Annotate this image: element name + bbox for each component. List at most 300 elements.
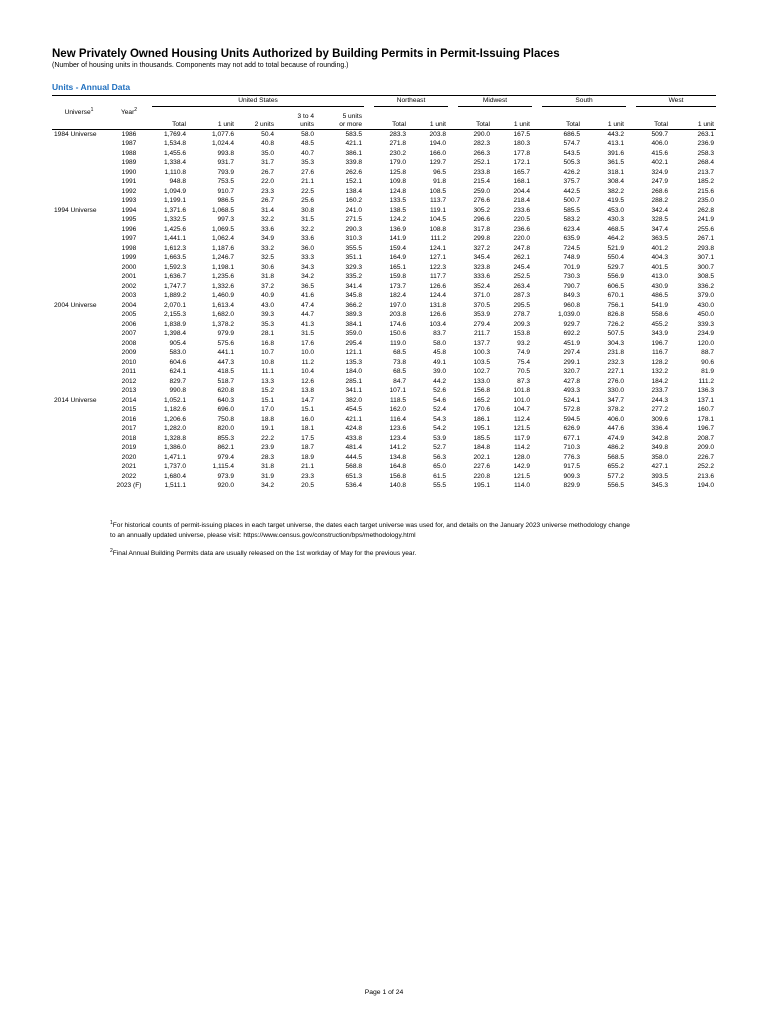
value-cell: 120.0 [697,339,715,347]
value-cell: 1,235.6 [212,273,234,280]
value-cell: 136.3 [697,387,715,394]
table-row [52,234,716,244]
value-cell: 686.5 [563,130,580,138]
value-cell: 558.6 [651,311,669,318]
value-cell: 413.1 [607,140,625,147]
value-cell: 990.8 [169,387,186,394]
value-cell: 23.9 [261,444,274,451]
value-cell: 624.1 [169,368,186,375]
value-cell: 31.8 [261,463,274,470]
value-cell: 1,282.0 [164,425,186,432]
value-cell: 47.4 [301,301,314,309]
value-cell: 960.8 [563,301,580,309]
year-cell: 1993 [121,197,137,204]
value-cell: 2,070.1 [164,301,186,309]
value-cell: 247.9 [651,178,669,185]
value-cell: 849.3 [563,292,580,299]
value-cell: 180.3 [513,140,530,147]
value-cell: 90.6 [701,358,715,366]
section-title: Units - Annual Data [52,82,131,92]
value-cell: 347.7 [607,396,625,404]
value-cell: 931.7 [217,159,234,166]
value-cell: 117.9 [513,434,530,442]
value-cell: 211.7 [473,330,490,337]
value-cell: 993.8 [217,149,234,157]
value-cell: 1,613.4 [212,301,234,309]
column-gap [626,291,636,301]
value-cell: 16.0 [301,415,314,423]
year-cell: 2005 [121,311,137,318]
year-cell: 1997 [121,235,137,242]
value-cell: 244.3 [651,396,669,404]
column-gap [448,481,458,491]
value-cell: 1,062.4 [212,235,234,242]
value-cell: 604.6 [169,358,186,366]
column-gap [364,225,374,235]
value-cell: 17.0 [261,406,274,413]
value-cell: 136.9 [389,225,406,233]
footnote-1-marker: 1 [110,519,113,526]
value-cell: 184.2 [651,377,669,385]
column-gap [364,215,374,225]
value-cell: 58.0 [433,339,446,347]
value-cell: 167.5 [513,130,530,138]
value-cell: 568.8 [345,463,362,470]
value-cell: 121.5 [513,472,530,480]
column-gap [626,253,636,263]
value-cell: 174.6 [389,320,406,328]
value-cell: 213.7 [697,168,715,176]
value-cell: 382.0 [345,396,362,404]
column-gap [626,424,636,434]
value-cell: 352.4 [473,282,490,290]
value-cell: 18.9 [301,453,314,461]
northeast-group-header: Northeast [374,96,448,107]
value-cell: 113.7 [429,197,446,204]
universe-cell [52,215,106,225]
column-gap [626,215,636,225]
column-gap [448,206,458,216]
column-gap [448,339,458,349]
value-cell: 353.9 [473,311,490,318]
value-cell: 295.4 [345,339,362,347]
value-cell: 142.9 [513,463,530,470]
year-cell: 1986 [121,130,137,138]
value-cell: 162.0 [389,406,406,413]
column-gap [626,282,636,292]
value-cell: 500.7 [563,197,580,204]
column-gap [626,168,636,178]
value-cell: 692.2 [563,330,580,337]
value-cell: 235.0 [697,197,715,204]
table-row [52,225,716,235]
footnotes [110,521,630,567]
column-gap [626,415,636,425]
value-cell: 379.0 [697,292,715,299]
table-row [52,177,716,187]
column-gap [448,472,458,482]
column-gap [364,129,374,139]
universe-cell [52,158,106,168]
universe-cell [52,263,106,273]
year-cell: 2003 [121,292,137,299]
universe-cell [52,377,106,387]
value-cell: 83.7 [433,330,446,337]
column-gap [364,472,374,482]
value-cell: 168.1 [513,178,530,185]
value-cell: 1,328.8 [164,434,186,442]
year-cell: 1999 [121,254,137,261]
midwest-group-header: Midwest [458,96,532,107]
column-gap [448,272,458,282]
column-gap [364,424,374,434]
value-cell: 1,094.9 [164,187,186,195]
value-cell: 359.0 [345,330,362,337]
value-cell: 13.8 [301,387,314,394]
column-gap [532,196,542,206]
value-cell: 17.5 [301,434,314,442]
value-cell: 430.9 [651,282,669,290]
value-cell: 18.7 [301,444,314,451]
value-cell: 55.5 [433,482,446,489]
value-cell: 54.6 [433,396,446,404]
year-cell: 2020 [121,453,137,461]
value-cell: 241.0 [345,206,362,214]
table-row [52,215,716,225]
value-cell: 209.3 [513,320,530,328]
value-cell: 382.2 [607,187,625,195]
value-cell: 18.8 [261,415,274,423]
value-cell: 317.8 [473,225,490,233]
value-cell: 196.7 [651,339,669,347]
south-group-header: South [542,96,626,107]
column-header: 1 unit [582,106,626,129]
value-cell: 53.9 [433,434,446,442]
universe-cell [52,187,106,197]
value-cell: 258.3 [697,149,715,157]
value-cell: 31.9 [261,472,274,480]
value-cell: 16.8 [261,339,274,347]
year-cell: 1998 [121,244,137,252]
value-cell: 568.5 [607,453,625,461]
value-cell: 103.4 [429,320,446,328]
table-row [52,481,716,491]
value-cell: 486.5 [651,292,669,299]
value-cell: 12.6 [301,377,314,385]
column-gap [364,377,374,387]
value-cell: 355.5 [345,244,362,252]
value-cell: 45.8 [433,349,446,356]
column-gap [364,158,374,168]
value-cell: 172.1 [513,159,530,166]
value-cell: 194.0 [697,482,715,489]
value-cell: 324.9 [651,168,669,176]
value-cell: 363.5 [651,235,669,242]
value-cell: 454.5 [345,406,362,413]
column-gap [626,367,636,377]
universe-cell [52,225,106,235]
value-cell: 756.1 [607,301,625,309]
column-gap [364,329,374,339]
value-cell: 236.6 [513,225,530,233]
value-cell: 299.8 [473,235,490,242]
column-gap [626,244,636,254]
year-cell: 1990 [121,168,137,176]
value-cell: 323.8 [473,263,490,271]
column-gap [532,301,542,311]
value-cell: 1,680.4 [164,472,186,480]
value-cell: 277.2 [651,406,669,413]
value-cell: 572.8 [563,406,580,413]
value-cell: 979.4 [217,453,234,461]
universe-cell [52,329,106,339]
column-gap [364,348,374,358]
value-cell: 204.4 [513,187,530,195]
value-cell: 419.5 [607,197,625,204]
value-cell: 1,246.7 [212,254,234,261]
table-row [52,329,716,339]
column-gap [532,187,542,197]
value-cell: 481.4 [345,444,362,451]
value-cell: 447.6 [607,425,625,432]
table-row [52,310,716,320]
value-cell: 979.9 [217,330,234,337]
value-cell: 39.0 [433,368,446,375]
value-cell: 37.2 [261,282,274,290]
value-cell: 2,155.3 [164,311,186,318]
value-cell: 505.3 [563,159,580,166]
value-cell: 342.8 [651,434,669,442]
value-cell: 43.0 [261,301,274,309]
value-cell: 393.5 [651,472,669,480]
column-gap [364,310,374,320]
value-cell: 263.1 [697,130,715,138]
universe-cell [52,358,106,368]
column-header: Total [636,106,670,129]
column-gap [532,168,542,178]
value-cell: 173.7 [389,282,406,290]
value-cell: 232.3 [607,358,625,366]
value-cell: 252.1 [473,159,490,166]
column-gap [626,206,636,216]
value-cell: 184.8 [473,444,490,451]
column-gap [626,339,636,349]
value-cell: 185.5 [473,434,490,442]
column-gap [448,177,458,187]
value-cell: 464.2 [607,235,625,242]
value-cell: 1,115.4 [212,463,234,470]
year-cell: 2010 [121,358,137,366]
value-cell: 308.5 [697,273,715,280]
column-gap [626,234,636,244]
value-cell: 39.3 [261,311,274,318]
value-cell: 1,187.6 [212,244,234,252]
value-cell: 421.1 [345,140,362,147]
value-cell: 48.5 [301,140,314,147]
column-header: Total [458,106,492,129]
value-cell: 335.2 [345,273,362,280]
value-cell: 28.1 [261,330,274,337]
value-cell: 329.3 [345,263,362,271]
value-cell: 70.5 [517,368,530,375]
year-cell: 2014 [121,396,137,404]
year-cell: 2007 [121,330,137,337]
value-cell: 293.8 [697,244,715,252]
universe-header [52,96,106,130]
column-gap [532,339,542,349]
table-row [52,139,716,149]
value-cell: 349.8 [651,444,669,451]
value-cell: 44.2 [433,377,446,385]
universe-cell [52,320,106,330]
value-cell: 1,024.4 [212,140,234,147]
value-cell: 451.9 [563,339,580,347]
value-cell: 123.6 [389,425,406,432]
column-gap [532,481,542,491]
value-cell: 156.8 [473,387,490,394]
value-cell: 541.9 [651,301,669,309]
value-cell: 790.7 [563,282,580,290]
footnote-2-text: Final Annual Building Permits data are usually released on the 1st workday of May for the previous year. [112,550,417,557]
value-cell: 124.4 [429,292,446,299]
column-gap [448,424,458,434]
value-cell: 406.0 [607,415,625,423]
universe-cell [52,253,106,263]
column-gap [364,149,374,159]
table-row [52,158,716,168]
column-gap [532,386,542,396]
column-gap [448,282,458,292]
value-cell: 753.5 [217,178,234,185]
column-header: 1 unit [188,106,236,129]
value-cell: 574.7 [563,140,580,147]
value-cell: 23.3 [301,472,314,480]
column-gap [626,320,636,330]
value-cell: 226.7 [697,453,715,461]
value-cell: 1,769.4 [164,130,186,138]
value-cell: 10.8 [261,358,274,366]
value-cell: 197.0 [389,301,406,309]
value-cell: 389.3 [345,311,362,318]
value-cell: 34.2 [261,482,274,489]
column-gap [626,386,636,396]
value-cell: 68.5 [393,368,406,375]
value-cell: 41.6 [301,292,314,299]
value-cell: 26.7 [261,168,274,176]
value-cell: 905.4 [169,339,186,347]
value-cell: 1,838.9 [164,320,186,328]
table-row [52,168,716,178]
value-cell: 366.2 [345,301,362,309]
value-cell: 550.4 [607,254,625,261]
value-cell: 635.9 [563,235,580,242]
value-cell: 153.8 [513,330,530,337]
table-row [52,415,716,425]
table-row [52,386,716,396]
value-cell: 84.7 [393,377,406,385]
value-cell: 31.5 [301,330,314,337]
column-gap [532,424,542,434]
value-cell: 279.4 [473,320,490,328]
value-cell: 179.0 [389,159,406,166]
universe-cell [52,282,106,292]
value-cell: 1,737.0 [164,463,186,470]
column-gap [364,272,374,282]
value-cell: 455.2 [651,320,669,328]
table-row [52,282,716,292]
column-gap [448,358,458,368]
value-cell: 415.6 [651,149,669,157]
value-cell: 1,206.6 [164,415,186,423]
value-cell: 121.5 [513,425,530,432]
value-cell: 343.9 [651,330,669,337]
column-gap [364,358,374,368]
value-cell: 166.0 [429,149,446,157]
value-cell: 640.3 [217,396,234,404]
value-cell: 468.5 [607,225,625,233]
value-cell: 1,747.7 [164,282,186,290]
value-cell: 268.6 [651,187,669,195]
value-cell: 402.1 [651,159,669,166]
column-gap [532,348,542,358]
value-cell: 1,332.6 [212,282,234,290]
value-cell: 218.4 [513,197,530,204]
value-cell: 862.1 [217,444,234,451]
table-row [52,453,716,463]
year-header-label: Year [120,109,135,116]
value-cell: 196.7 [697,425,715,432]
universe-cell [52,443,106,453]
value-cell: 117.7 [429,273,446,280]
table-row [52,396,716,406]
value-cell: 430.3 [607,216,625,223]
universe-cell [52,434,106,444]
value-cell: 119.1 [429,206,446,214]
value-cell: 724.5 [563,244,580,252]
value-cell: 556.9 [607,273,625,280]
value-cell: 184.0 [345,368,362,375]
column-gap [626,377,636,387]
column-gap [532,377,542,387]
value-cell: 127.1 [429,254,446,261]
value-cell: 670.1 [607,292,625,299]
value-cell: 386.1 [345,149,362,157]
table-row [52,301,716,311]
column-gap [364,177,374,187]
table-row [52,405,716,415]
year-cell: 2019 [121,444,137,451]
value-cell: 493.3 [563,387,580,394]
value-cell: 88.7 [701,349,715,356]
universe-cell [52,168,106,178]
value-cell: 44.7 [301,311,314,318]
year-cell: 1987 [121,140,137,147]
column-gap [532,329,542,339]
value-cell: 52.7 [433,444,446,451]
value-cell: 1,425.6 [164,225,186,233]
column-gap [532,462,542,472]
value-cell: 262.6 [345,168,362,176]
value-cell: 1,039.0 [558,311,580,318]
value-cell: 107.1 [389,387,406,394]
value-cell: 1,371.6 [164,206,186,214]
year-cell: 2013 [121,387,137,394]
year-footnote-marker: 2 [134,106,138,113]
column-gap [626,139,636,149]
value-cell: 391.6 [607,149,625,157]
value-cell: 215.4 [473,178,490,185]
value-cell: 118.5 [389,396,406,404]
